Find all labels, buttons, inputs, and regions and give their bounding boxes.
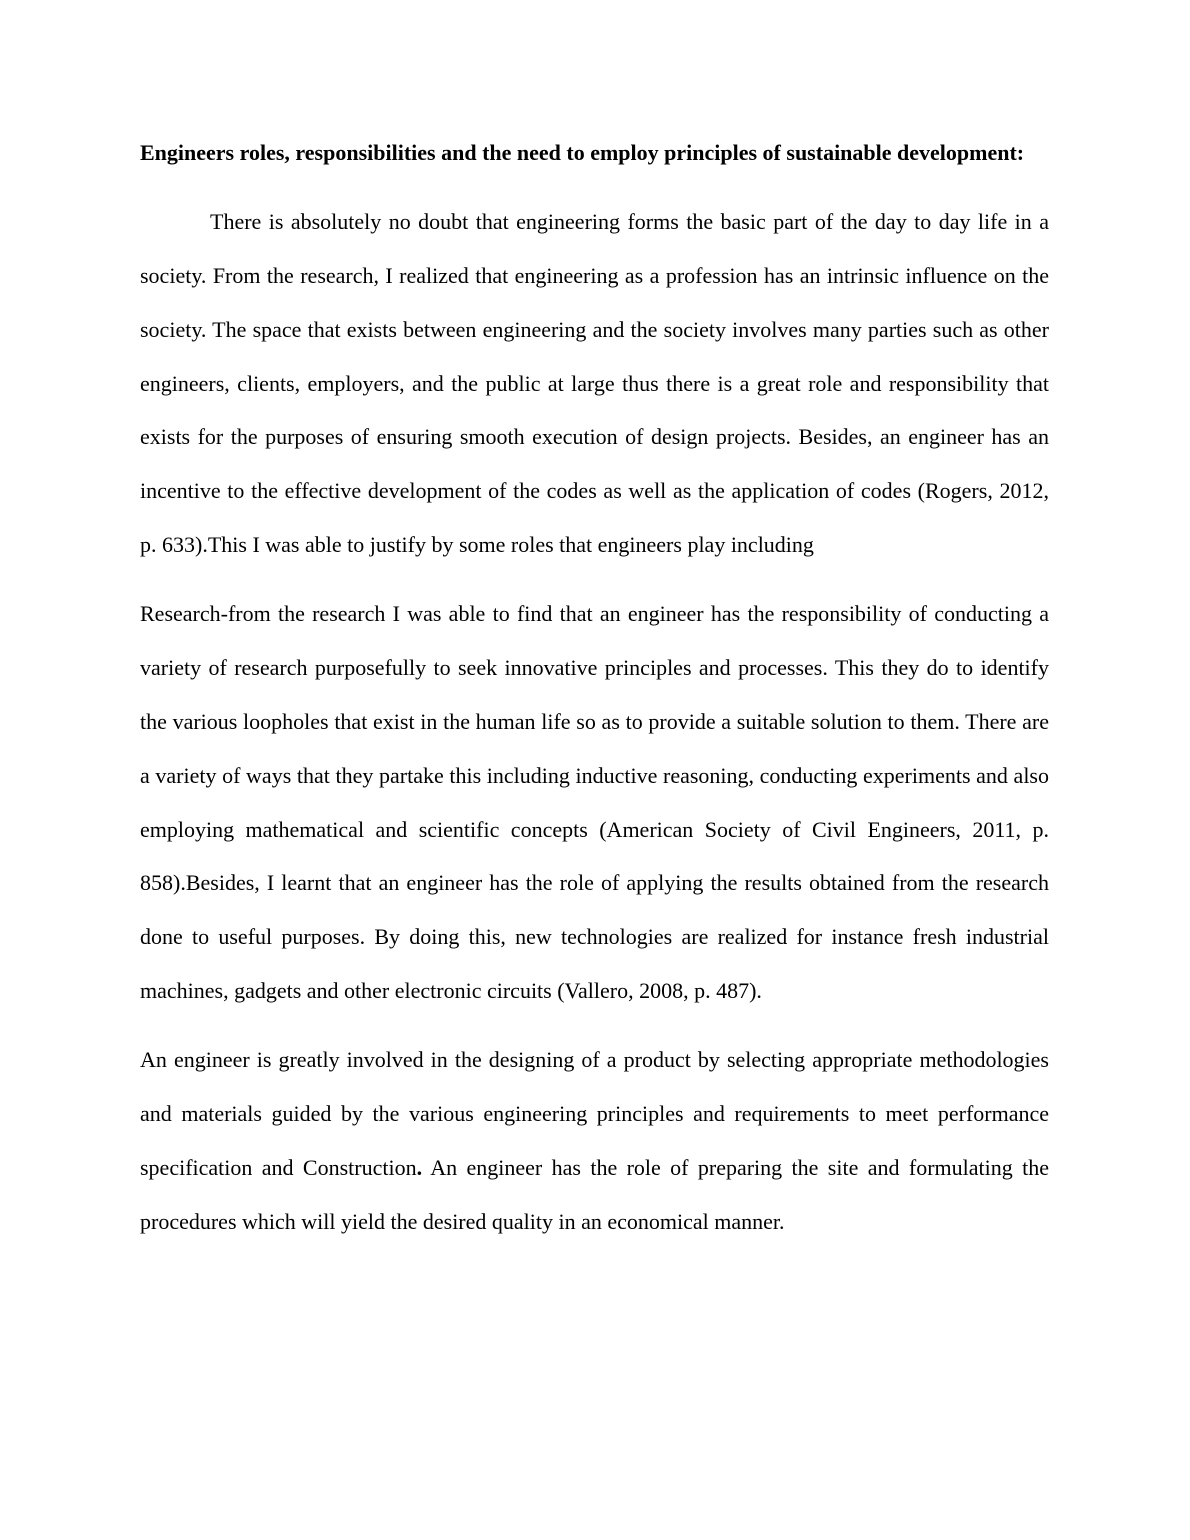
paragraph-intro: There is absolutely no doubt that engineering forms the basic part of the day to day life in a society. From the research, I realized that engineering as a profession has an intrinsic influence on the society. The space that exists between engineering and the society involves many parties such as other engineers, clients, employers, and the public at large thus there is a great role and responsibility that exists for the purposes of ensuring smooth execution of design projects. Besides, an engineer has an incentive to the effective development of the codes as well as the application of codes (Rogers, 2012, p. 633).This I was able to justify by some roles that engineers play including (140, 209, 1049, 558)
section-heading: Engineers roles, responsibilities and the need to employ principles of sustainable development: (140, 140, 1025, 165)
paragraph-research: Research-from the research I was able to find that an engineer has the responsibility of conducting a variety of research purposefully to seek innovative principles and processes. This they do to identify the various loopholes that exist in the human life so as to provide a suitable solution to them. There are a variety of ways that they partake this including inductive reasoning, conducting experiments and also employing mathematical and scientific concepts (American Society of Civil Engineers, 2011, p. 858).Besides, I learnt that an engineer has the role of applying the results obtained from the research done to useful purposes. By doing this, new technologies are realized for instance fresh industrial machines, gadgets and other electronic circuits (Vallero, 2008, p. 487). (140, 601, 1049, 1003)
paragraph-design-part-1: An engineer is greatly involved in the designing of a product by selecting appropriate methodologies and materials guided by the various engineering principles and requirements to meet performance specification and Construction (140, 1047, 1049, 1180)
paragraph-design-part-2: An engineer has the role of preparing the site and formulating the procedures which will yield the desired quality in an economical manner. (140, 1154, 1050, 1234)
paragraph-design (140, 1033, 1049, 1248)
bold-period: . (416, 1154, 423, 1180)
document-page (140, 126, 1049, 1264)
